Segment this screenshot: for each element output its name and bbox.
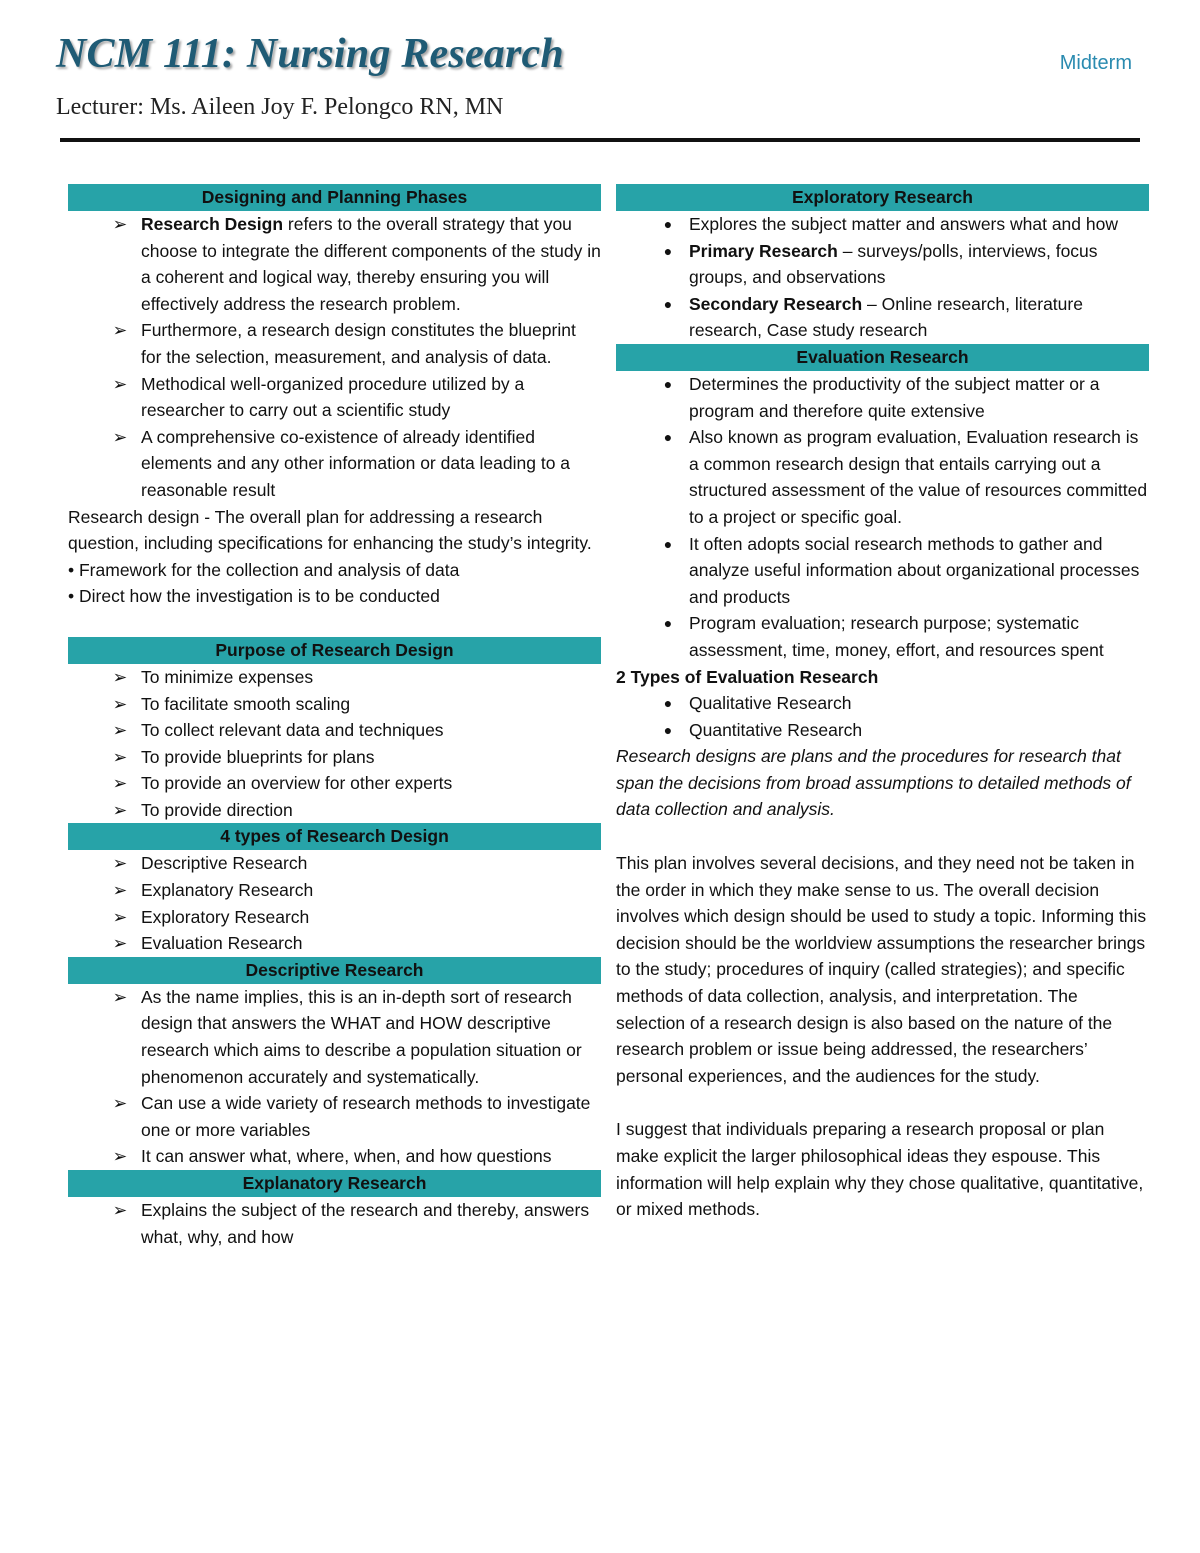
list-item	[68, 797, 601, 824]
arrow-bullet-icon: ➢	[112, 373, 128, 394]
exploratory-list	[616, 211, 1149, 344]
list-item	[68, 691, 601, 718]
list-item-text: – Online research, literature research, Case study research	[689, 293, 1083, 341]
list-item-text: To provide direction	[141, 799, 293, 820]
list-item	[616, 238, 1149, 291]
list-item	[68, 904, 601, 931]
list-item	[68, 877, 601, 904]
list-item	[68, 770, 601, 797]
list-item-text: refers to the overall strategy that you choose to integrate the different components of the study in a coherent and logical way, thereby ensuring you will effectively address the research problem.	[141, 214, 601, 314]
section-heading-explanatory: Explanatory Research	[68, 1170, 601, 1197]
arrow-bullet-icon: ➢	[112, 214, 128, 234]
italic-note: Research designs are plans and the procedures for research that span the decisions from broad assumptions to detailed methods of data collection and analysis.	[616, 746, 1131, 820]
list-item	[616, 531, 1149, 611]
arrow-bullet-icon: ➢	[112, 320, 128, 341]
list-item	[68, 1090, 601, 1143]
section-heading-types: 4 types of Research Design	[68, 823, 601, 850]
document-title: NCM 111: Nursing Research	[56, 31, 564, 77]
left-column	[68, 184, 601, 1250]
explanatory-list	[68, 1197, 601, 1250]
dot-bullet-icon: ●	[663, 429, 673, 446]
list-item-text: Determines the productivity of the subject matter or a program and therefore quite extensive	[689, 373, 1100, 421]
arrow-bullet-icon: ➢	[112, 693, 128, 714]
definition-point: • Direct how the investigation is to be conducted	[68, 586, 440, 607]
list-item-text: As the name implies, this is an in-depth sort of research design that answers the WHAT and HOW descriptive research which aims to describe a population situation or phenomenon accurately and systematically.	[141, 986, 582, 1087]
list-item	[616, 610, 1149, 663]
dot-bullet-icon: ●	[663, 721, 673, 738]
term: Research Design	[141, 214, 284, 234]
arrow-bullet-icon: ➢	[112, 720, 128, 741]
list-item-text: To provide an overview for other experts	[141, 773, 453, 794]
list-item-text: Explanatory Research	[141, 880, 314, 901]
definition-point: • Framework for the collection and analysis of data	[68, 559, 460, 580]
list-item-text: – surveys/polls, interviews, focus groups, and observations	[689, 240, 1098, 288]
arrow-bullet-icon: ➢	[112, 799, 128, 820]
list-item-text: Descriptive Research	[141, 853, 308, 874]
arrow-bullet-icon: ➢	[112, 933, 128, 954]
list-item	[616, 424, 1149, 530]
list-item	[68, 1197, 601, 1250]
arrow-bullet-icon: ➢	[112, 773, 128, 794]
list-item	[616, 291, 1149, 344]
list-item-text: It can answer what, where, when, and how questions	[141, 1146, 552, 1167]
list-item-text: Qualitative Research	[689, 693, 852, 714]
spacer	[616, 823, 1149, 850]
list-item	[68, 371, 601, 424]
list-item	[616, 211, 1149, 238]
list-item	[68, 744, 601, 771]
list-item	[616, 690, 1149, 717]
types-list	[68, 850, 601, 956]
evaluation-types-heading	[616, 664, 1149, 691]
list-item-text: To provide blueprints for plans	[141, 746, 375, 767]
arrow-bullet-icon: ➢	[112, 853, 128, 874]
section-heading-designing: Designing and Planning Phases	[68, 184, 601, 211]
dot-bullet-icon: ●	[663, 535, 673, 552]
arrow-bullet-icon: ➢	[112, 1200, 128, 1220]
dot-bullet-icon: ●	[663, 375, 673, 392]
list-item-text: Also known as program evaluation, Evaluation research is a common research design that entails carrying out a structured assessment of the value of resources committed to a project or specific goal.	[689, 427, 1148, 527]
descriptive-list	[68, 984, 601, 1170]
arrow-bullet-icon: ➢	[112, 426, 128, 447]
arrow-bullet-icon: ➢	[112, 1146, 128, 1167]
list-item	[68, 211, 601, 317]
spacer	[616, 1089, 1149, 1116]
list-item	[68, 930, 601, 957]
evaluation-list	[616, 371, 1149, 664]
research-design-definition: Research design - The overall plan for addressing a research question, including specifications for enhancing the study’s integrity.	[68, 506, 592, 554]
list-item	[68, 424, 601, 504]
arrow-bullet-icon: ➢	[112, 666, 128, 687]
right-column	[616, 184, 1149, 1223]
arrow-bullet-icon: ➢	[112, 986, 128, 1007]
dot-bullet-icon: ●	[663, 615, 673, 632]
evaluation-types-list	[616, 690, 1149, 743]
term: Secondary Research	[689, 293, 863, 314]
header-divider	[60, 138, 1140, 142]
arrow-bullet-icon: ➢	[112, 746, 128, 767]
list-item	[616, 371, 1149, 424]
exam-period-label: Midterm	[1059, 52, 1132, 74]
list-item	[68, 984, 601, 1090]
list-item	[68, 664, 601, 691]
list-item-text: Quantitative Research	[689, 719, 863, 740]
list-item-text: Can use a wide variety of research methods to investigate one or more variables	[141, 1093, 591, 1140]
arrow-bullet-icon: ➢	[112, 906, 128, 927]
lecturer-line: Lecturer: Ms. Aileen Joy F. Pelongco RN, MN	[56, 94, 504, 120]
arrow-bullet-icon: ➢	[112, 880, 128, 901]
section-heading-purpose: Purpose of Research Design	[68, 637, 601, 664]
list-item	[68, 317, 601, 370]
body-paragraph: This plan involves several decisions, and they need not be taken in the order in which they make sense to us. The overall decision involves which design should be used to study a topic. Informing this decision should be the worldview assumptions the researcher brings to the study; procedures of inquiry (called strategies); and specific methods of data collection, analysis, and interpretation. The selection of a research design is also based on the nature of the research problem or issue being addressed, the researchers’ personal experiences, and the audiences for the study.	[616, 853, 1147, 1086]
section-heading-evaluation: Evaluation Research	[616, 344, 1149, 371]
list-item-text: Evaluation Research	[141, 933, 303, 954]
dot-bullet-icon: ●	[663, 216, 673, 232]
list-item	[68, 717, 601, 744]
list-item	[616, 717, 1149, 744]
list-item-text: Explains the subject of the research and thereby, answers what, why, and how	[141, 1200, 590, 1247]
dot-bullet-icon: ●	[663, 695, 673, 712]
list-item-text: Furthermore, a research design constitutes the blueprint for the selection, measurement, and analysis of data.	[141, 320, 576, 367]
term: Primary Research	[689, 240, 838, 261]
evaluation-types-title: 2 Types of Evaluation Research	[616, 666, 879, 687]
section-heading-descriptive: Descriptive Research	[68, 957, 601, 984]
dot-bullet-icon: ●	[663, 242, 673, 259]
list-item-text: To minimize expenses	[141, 666, 314, 687]
list-item-text: A comprehensive co-existence of already identified elements and any other information or data leading to a reasonable result	[141, 426, 571, 500]
designing-list	[68, 211, 601, 504]
list-item-text: Explores the subject matter and answers what and how	[689, 214, 1118, 234]
list-item	[68, 1143, 601, 1170]
list-item-text: Methodical well-organized procedure utilized by a researcher to carry out a scientific study	[141, 373, 525, 421]
list-item	[68, 850, 601, 877]
list-item-text: To collect relevant data and techniques	[141, 720, 444, 741]
list-item-text: It often adopts social research methods to gather and analyze useful information about organizational processes and products	[689, 533, 1140, 607]
body-paragraph: I suggest that individuals preparing a research proposal or plan make explicit the larger philosophical ideas they espouse. This information will help explain why they chose qualitative, quantitative, or mixed methods.	[616, 1119, 1144, 1220]
list-item-text: To facilitate smooth scaling	[141, 693, 351, 714]
purpose-list	[68, 664, 601, 824]
dot-bullet-icon: ●	[663, 295, 673, 312]
arrow-bullet-icon: ➢	[112, 1093, 128, 1114]
list-item-text: Program evaluation; research purpose; systematic assessment, time, money, effort, and resources spent	[689, 613, 1104, 660]
section-heading-exploratory: Exploratory Research	[616, 184, 1149, 211]
list-item-text: Exploratory Research	[141, 906, 310, 927]
spacer	[68, 610, 601, 637]
